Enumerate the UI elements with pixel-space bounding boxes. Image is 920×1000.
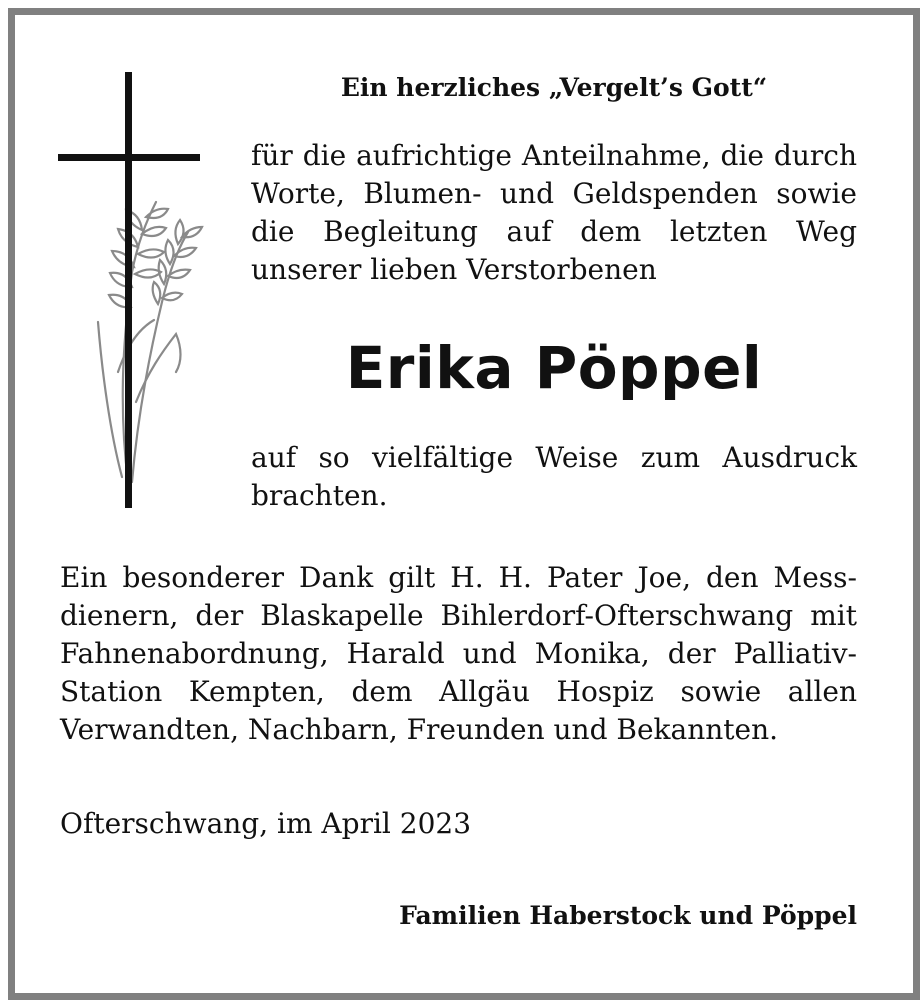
wheat-icon <box>98 202 202 482</box>
intro-line-4: unserer lieben Verstorbenen <box>251 253 657 286</box>
thanks-heading: Ein herzliches „Vergelt’s Gott“ <box>340 73 768 102</box>
thanks-line-4: Station Kempten, dem Allgäu Hospiz sowie allen <box>60 675 857 708</box>
thanks-line-2: dienern, der Blaskapelle Bihlerdorf-Ofterschwang mit <box>60 599 857 632</box>
place-and-date: Ofterschwang, im April 2023 <box>60 807 472 840</box>
family-signature: Familien Haberstock und Pöppel <box>399 901 857 930</box>
thanks-line-3: Fahnenabordnung, Harald und Monika, der Palliativ- <box>60 637 857 670</box>
intro-line-2: Worte, Blumen- und Geldspenden sowie <box>251 177 857 210</box>
deceased-name: Erika Pöppel <box>345 334 763 402</box>
intro-line-3: die Begleitung auf dem letzten Weg <box>251 215 857 248</box>
thanks-line-1: Ein besonderer Dank gilt H. H. Pater Joe, den Mess- <box>60 561 857 594</box>
after-name-line-1: auf so vielfältige Weise zum Ausdruck <box>251 441 857 474</box>
after-name-line-2: brachten. <box>251 479 388 512</box>
cross-with-wheat-graphic <box>58 72 208 508</box>
thanks-line-5: Verwandten, Nachbarn, Freunden und Bekannten. <box>60 713 779 746</box>
intro-line-1: für die aufrichtige Anteilnahme, die durch <box>251 139 857 172</box>
cross-icon <box>58 72 200 508</box>
